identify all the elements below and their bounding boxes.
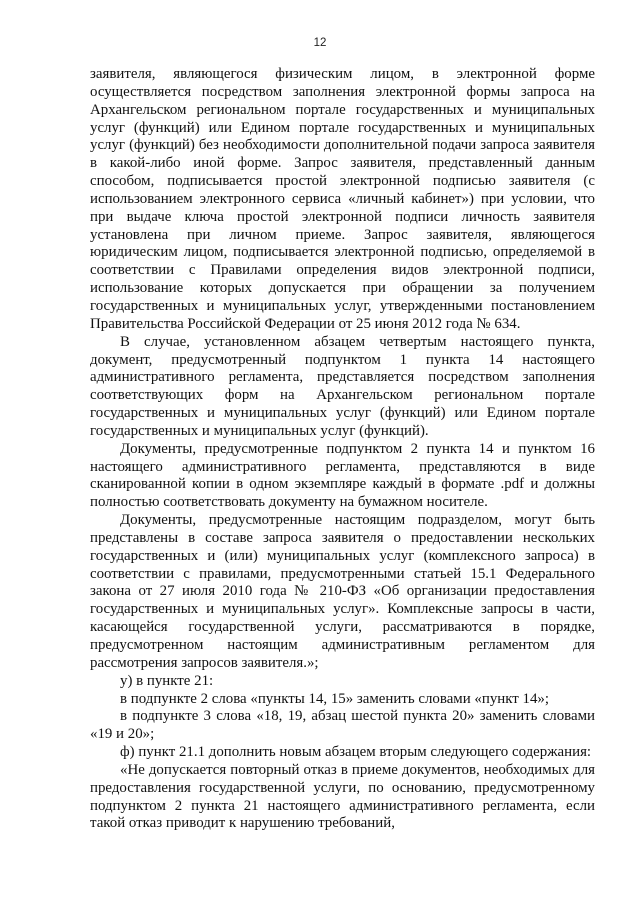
paragraph-subitem-3: в подпункте 3 слова «18, 19, абзац шестой пункта 20» заменить словами «19 и 20»; [90,708,595,743]
paragraph-case-fourth-abzac: В случае, установленном абзацем четвертым настоящего пункта, документ, предусмотренный подпунктом 1 пункта 14 настоящего административного регламента, представляется посредством заполнения соответствующих форм на Архангельском региональном портале государственных и муниципальных услуг (функций) или Едином портале государственных и муниципальных услуг (функций). [90,333,595,439]
paragraph-item-f: ф) пункт 21.1 дополнить новым абзацем вторым следующего содержания: [120,744,592,761]
document-body [90,66,595,833]
page-number: 12 [313,37,327,49]
paragraph-applicant-electronic-request: заявителя, являющегося физическим лицом, в электронной форме осуществляется посредством заполнения электронной формы запроса на Архангельском региональном портале государственных и муниципальных услуг (функций) или Едином портале государственных и муниципальных услуг (функций) без необходимости дополнительной подачи запроса заявителя в какой-либо иной форме. Запрос заявителя, представленный данным способом, подписывается простой электронной подписью заявителя (с использованием электронного сервиса «личный кабинет») при условии, что при выдаче ключа простой электронной подписи личность заявителя установлена при личном приеме. Запрос заявителя, являющегося юридическим лицом, подписывается электронной подписью, определяемой в соответствии с Правилами определения видов электронной подписи, использование которых допускается при обращении за получением государственных и муниципальных услуг, утвержденными постановлением Правительства Российской Федерации от 25 июня 2012 года № 634. [90,66,595,332]
paragraph-scanned-documents: Документы, предусмотренные подпунктом 2 пункта 14 и пунктом 16 настоящего административного регламента, представляются в виде сканированной копии в одном экземпляре каждый в формате .pdf и должны полностью соответствовать документу на бумажном носителе. [90,440,595,511]
paragraph-item-u: у) в пункте 21: [120,672,214,689]
paragraph-subitem-2: в подпункте 2 слова «пункты 14, 15» заменить словами «пункт 14»; [120,690,549,707]
paragraph-complex-request: Документы, предусмотренные настоящим подразделом, могут быть представлены в составе запроса заявителя о предоставлении нескольких государственных и (или) муниципальных услуг (комплексного запроса) в соответствии с правилами, предусмотренными статьей 15.1 Федерального закона от 27 июля 2010 года № 210-ФЗ «Об организации предоставления государственных и муниципальных услуг». Комплексные запросы в части, касающейся государственной услуги, рассматриваются в порядке, предусмотренном настоящим административным регламентом для рассмотрения запросов заявителя.»; [90,512,595,671]
paragraph-repeat-refusal: «Не допускается повторный отказ в приеме документов, необходимых для предоставления государственной услуги, по основанию, предусмотренному подпунктом 2 пункта 21 настоящего административного регламента, если такой отказ приводит к нарушению требований, [90,761,595,832]
